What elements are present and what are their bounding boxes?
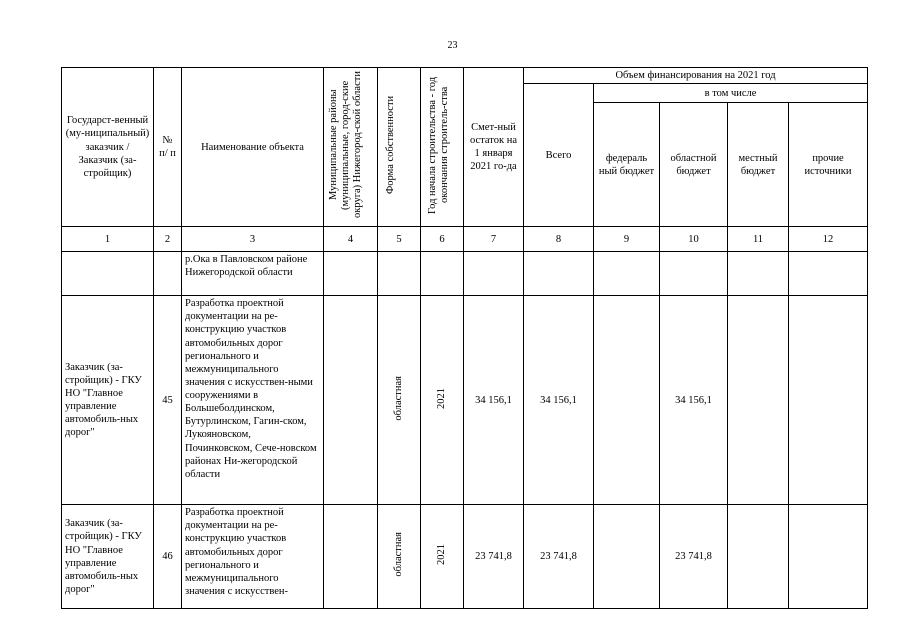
cell-local xyxy=(728,252,789,296)
cell-total: 34 156,1 xyxy=(524,296,594,505)
cell-num xyxy=(154,252,182,296)
financing-table xyxy=(61,67,868,609)
cell-district xyxy=(324,296,378,505)
col-number: 2 xyxy=(154,227,182,252)
cell-ownership: областная xyxy=(392,375,404,421)
header-other: прочие источники xyxy=(789,103,868,227)
cell-district xyxy=(324,505,378,609)
cell-federal xyxy=(594,505,660,609)
cell-ownership-wrap xyxy=(378,296,421,505)
page-number: 23 xyxy=(447,40,458,51)
cell-object: Разработка проектной документации на ре-конструкцию участков автомобильных дорог регионального и межмуниципального значения с искусствен- xyxy=(182,505,324,609)
cell-num: 45 xyxy=(154,296,182,505)
cell-year: 2021 xyxy=(435,544,447,566)
col-number: 5 xyxy=(378,227,421,252)
col-number: 3 xyxy=(182,227,324,252)
col-number: 8 xyxy=(524,227,594,252)
col-number: 12 xyxy=(789,227,868,252)
header-including: в том числе xyxy=(594,84,868,103)
col-number: 7 xyxy=(464,227,524,252)
header-districts-cell xyxy=(324,68,378,227)
col-number: 11 xyxy=(728,227,789,252)
header-num: № п/ п xyxy=(154,68,182,227)
cell-estimate: 34 156,1 xyxy=(464,296,524,505)
cell-regional: 34 156,1 xyxy=(660,296,728,505)
header-financing: Объем финансирования на 2021 год xyxy=(524,68,868,84)
header-years: Год начала строительства - год окончания строитель-ства xyxy=(427,76,451,214)
cell-object: р.Ока в Павловском районе Нижегородской области xyxy=(182,252,324,296)
col-number: 9 xyxy=(594,227,660,252)
cell-local xyxy=(728,505,789,609)
cell-regional: 23 741,8 xyxy=(660,505,728,609)
cell-federal xyxy=(594,252,660,296)
header-customer: Государст-венный (му-ниципальный) заказчик / Заказчик (за-стройщик) xyxy=(62,68,154,227)
cell-other xyxy=(789,505,868,609)
col-number: 4 xyxy=(324,227,378,252)
header-regional: областной бюджет xyxy=(660,103,728,227)
cell-customer xyxy=(62,252,154,296)
cell-year-wrap xyxy=(421,296,464,505)
cell-total: 23 741,8 xyxy=(524,505,594,609)
header-years-cell xyxy=(421,68,464,227)
cell-year xyxy=(421,252,464,296)
cell-estimate: 23 741,8 xyxy=(464,505,524,609)
table-row xyxy=(62,252,868,296)
header-row-1 xyxy=(62,68,868,84)
header-estimate: Смет-ный остаток на 1 января 2021 го-да xyxy=(464,68,524,227)
header-federal: федераль ный бюджет xyxy=(594,103,660,227)
header-total: Всего xyxy=(524,84,594,227)
cell-estimate xyxy=(464,252,524,296)
cell-ownership: областная xyxy=(392,532,404,577)
col-number: 6 xyxy=(421,227,464,252)
cell-year: 2021 xyxy=(435,387,447,409)
col-number: 10 xyxy=(660,227,728,252)
cell-other xyxy=(789,296,868,505)
cell-object: Разработка проектной документации на ре-конструкцию участков автомобильных дорог регионального и межмуниципального значения с искусствен-ными сооружениями в Большеболдинском, Бутурлинском, Гагин-ском, Лукояновском, Починковском, Сече-новском районах Ни-жегородской области xyxy=(182,296,324,505)
header-object-name: Наименование объекта xyxy=(182,68,324,227)
col-number: 1 xyxy=(62,227,154,252)
cell-district xyxy=(324,252,378,296)
cell-local xyxy=(728,296,789,505)
cell-customer: Заказчик (за-стройщик) - ГКУ НО "Главное управление автомобиль-ных дорог" xyxy=(62,296,154,505)
header-ownership: Форма собственности xyxy=(385,95,396,195)
cell-year-wrap xyxy=(421,505,464,609)
cell-ownership xyxy=(378,252,421,296)
cell-total xyxy=(524,252,594,296)
table-row xyxy=(62,296,868,505)
header-districts: Муниципальные районы (муниципальные, город-ские округа) Нижегород-ской области xyxy=(327,71,363,219)
header-local: местный бюджет xyxy=(728,103,789,227)
cell-regional xyxy=(660,252,728,296)
cell-federal xyxy=(594,296,660,505)
cell-ownership-wrap xyxy=(378,505,421,609)
header-ownership-cell xyxy=(378,68,421,227)
cell-num: 46 xyxy=(154,505,182,609)
table-row xyxy=(62,505,868,609)
cell-customer: Заказчик (за-стройщик) - ГКУ НО "Главное управление автомобиль-ных дорог" xyxy=(62,505,154,609)
cell-other xyxy=(789,252,868,296)
column-numbers-row xyxy=(62,227,868,252)
